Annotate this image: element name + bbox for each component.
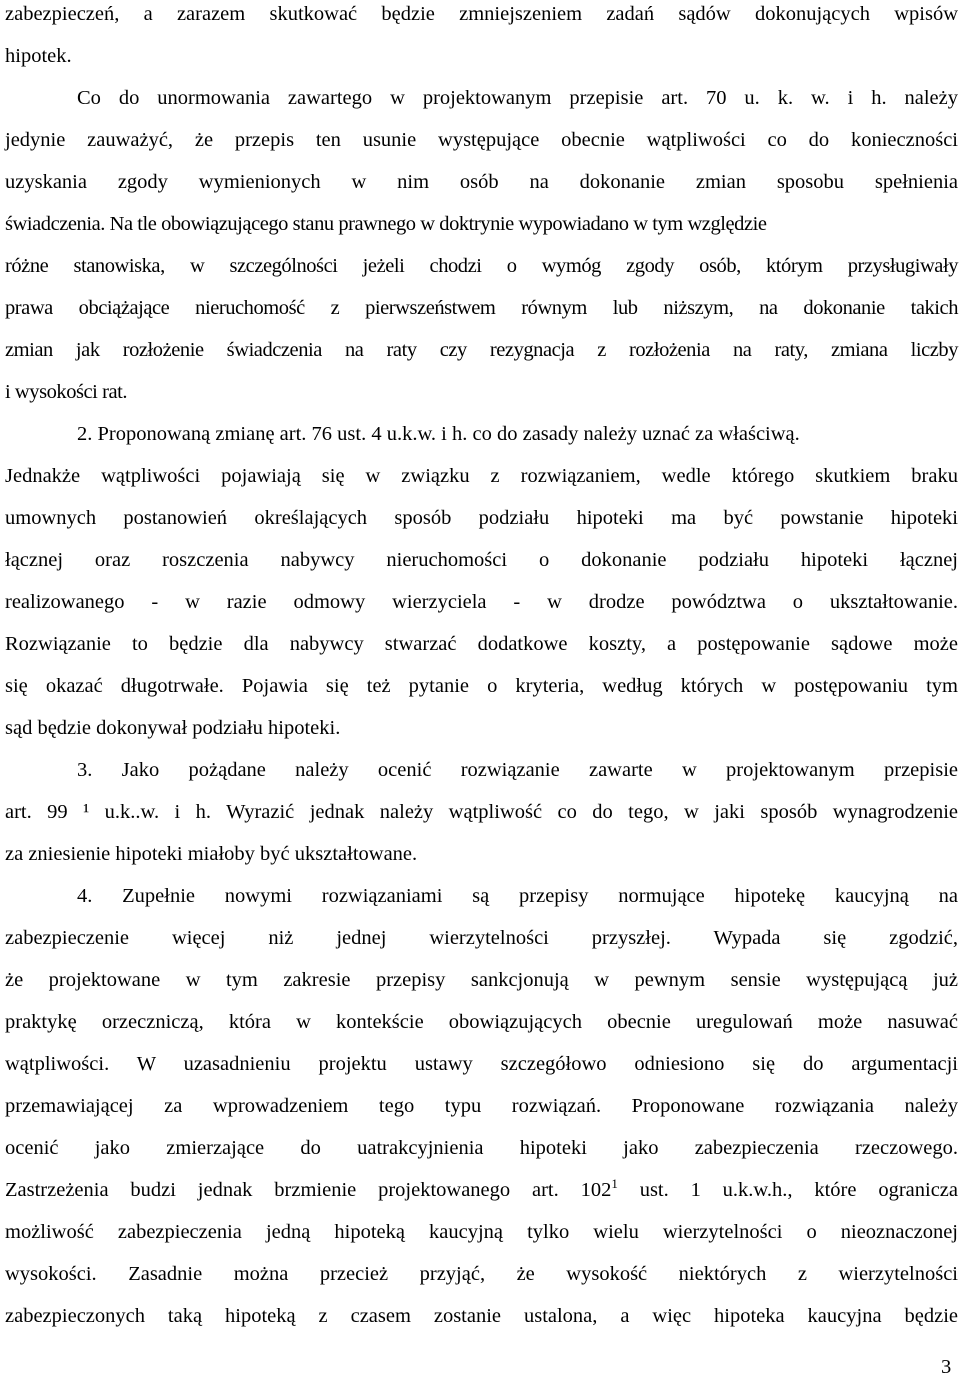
- text-line: możliwość zabezpieczenia jedną hipoteką kaucyjną tylko wielu wierzytelności o nieoznaczonej: [5, 1221, 958, 1243]
- text-segment: Na tle obowiązującego stanu prawnego w doktrynie wypowiadano w tym względzie: [109, 213, 767, 235]
- text-line: Co do unormowania zawartego w projektowanym przepisie art. 70 u. k. w. i h. należy: [77, 87, 958, 109]
- text-line: że projektowane w tym zakresie przepisy sankcjonują w pewnym sensie występującą już: [5, 969, 958, 991]
- text-line: Rozwiązanie to będzie dla nabywcy stwarzać dodatkowe koszty, a postępowanie sądowe może: [5, 633, 958, 655]
- text-line: zabezpieczeń, a zarazem skutkować będzie zmniejszeniem zadań sądów dokonujących wpisów: [5, 3, 958, 25]
- text-line: Jednakże wątpliwości pojawiają się w związku z rozwiązaniem, wedle którego skutkiem braku: [5, 465, 958, 487]
- text-segment: ust. 1 u.k.w.h., które ogranicza: [617, 1179, 958, 1201]
- text-line: jedynie zauważyć, że przepis ten usunie występujące obecnie wątpliwości co do konieczności: [5, 129, 958, 151]
- text-line: za zniesienie hipoteki miałoby być ukształtowane.: [5, 843, 418, 865]
- text-line: [5, 212, 958, 236]
- superscript: 1: [611, 1176, 618, 1191]
- text-line: wątpliwości. W uzasadnieniu projektu ustawy szczegółowo odniesiono się do argumentacji: [5, 1053, 958, 1075]
- text-line: 4. Zupełnie nowymi rozwiązaniami są przepisy normujące hipotekę kaucyjną na: [77, 885, 958, 907]
- text-line: praktykę orzeczniczą, która w kontekście obowiązujących obecnie uregulowań może nasuwać: [5, 1011, 958, 1033]
- text-line: różne stanowiska, w szczególności jeżeli chodzi o wymóg zgody osób, którym przysługiwały: [5, 255, 958, 277]
- text-line: hipotek.: [5, 45, 72, 67]
- page-number: 3: [941, 1356, 952, 1378]
- text-line: łącznej oraz roszczenia nabywcy nieruchomości o dokonanie podziału hipoteki łącznej: [5, 549, 958, 571]
- text-line: art. 99 ¹ u.k..w. i h. Wyrazić jednak należy wątpliwość co do tego, w jaki sposób wynagrodzenie: [5, 801, 958, 823]
- text-line: się okazać długotrwałe. Pojawia się też pytanie o kryteria, według których w postępowaniu tym: [5, 675, 958, 697]
- text-line: prawa obciążające nieruchomość z pierwszeństwem równym lub niższym, na dokonanie takich: [5, 297, 958, 319]
- text-line: wysokości. Zasadnie można przecież przyjąć, że wysokość niektórych z wierzytelności: [5, 1263, 958, 1285]
- text-line: przemawiającej za wprowadzeniem tego typu rozwiązań. Proponowane rozwiązania należy: [5, 1095, 958, 1117]
- text-segment: świadczenia.: [5, 213, 105, 235]
- text-line: realizowanego - w razie odmowy wierzyciela - w drodze powództwa o ukształtowanie.: [5, 591, 958, 613]
- text-line: sąd będzie dokonywał podziału hipoteki.: [5, 717, 341, 739]
- text-line: zmian jak rozłożenie świadczenia na raty czy rezygnacja z rozłożenia na raty, zmiana liczby: [5, 339, 958, 361]
- text-line: i wysokości rat.: [5, 381, 128, 403]
- text-line: [5, 1178, 958, 1202]
- text-line: zabezpieczonych taką hipoteką z czasem zostanie ustalona, a więc hipoteka kaucyjna będzie: [5, 1305, 958, 1327]
- text-line: umownych postanowień określających sposób podziału hipoteki ma być powstanie hipoteki: [5, 507, 958, 529]
- text-line: 3. Jako pożądane należy ocenić rozwiązanie zawarte w projektowanym przepisie: [77, 759, 958, 781]
- text-line: uzyskania zgody wymienionych w nim osób na dokonanie zmian sposobu spełnienia: [5, 171, 958, 193]
- text-segment: Zastrzeżenia budzi jednak brzmienie projektowanego art. 102: [5, 1179, 612, 1201]
- text-line: ocenić jako zmierzające do uatrakcyjnienia hipoteki jako zabezpieczenia rzeczowego.: [5, 1137, 958, 1159]
- text-line: zabezpieczenie więcej niż jednej wierzytelności przyszłej. Wypada się zgodzić,: [5, 927, 958, 949]
- text-line: 2. Proponowaną zmianę art. 76 ust. 4 u.k.w. i h. co do zasady należy uznać za właściwą.: [77, 423, 800, 445]
